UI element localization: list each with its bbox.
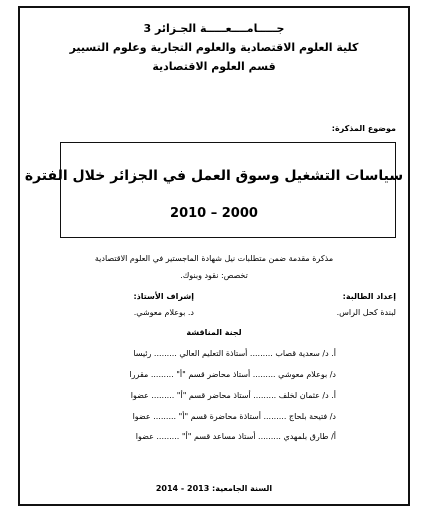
supervisor-name: د. بوعلام معوشي. [133,308,194,317]
thesis-period: 2010 – 2000 [170,206,258,221]
thesis-title: سياسات التشغيل وسوق العمل في الجزائر خلال الفترة [24,168,404,184]
document-page [18,6,410,506]
subject-label: موضوع المذكرة: [331,124,396,133]
student-label: إعداد الطالبة: [342,292,396,301]
department-name: قسم العلوم الاقتصادية [152,60,276,73]
memo-description: مذكرة مقدمة ضمن متطلبات نيل شهادة الماجستير في العلوم الاقتصادية [94,254,334,263]
jury-member: د/ فتيحة بلحاج ......... أستاذة محاضرة قسم "أ" ......... عضوا [132,412,336,421]
jury-member: أ/ طارق بلمهدي ......... أستاذ مساعد قسم "أ" ......... عضوا [135,432,336,441]
jury-member: أ. د/ سعدية قصاب ......... أستاذة التعليم العالي ......... رئيسا [133,349,336,358]
jury-member: أ. د/ عثمان لخلف ......... أستاذ محاضر قسم "أ" ......... عضوا [130,391,336,400]
supervisor-label: إشراف الأستاذ: [133,292,194,301]
student-name: لبندة كحل الراس. [336,308,396,317]
jury-member: د/ بوعلام معوشي ......... أستاذ محاضر قسم "أ" ......... مقررا [129,370,336,379]
academic-year: السنة الجامعية: 2013 - 2014 [155,484,273,493]
university-name: جـــــامــــعـــــة الجـزائر 3 [143,22,285,35]
title-frame [60,142,396,238]
jury-title: لجنة المناقشة [186,328,242,337]
faculty-name: كلية العلوم الاقتصادية والعلوم التجارية وعلوم التسيير [69,41,359,54]
memo-specialty: تخصص: نقود وبنوك. [180,271,248,280]
